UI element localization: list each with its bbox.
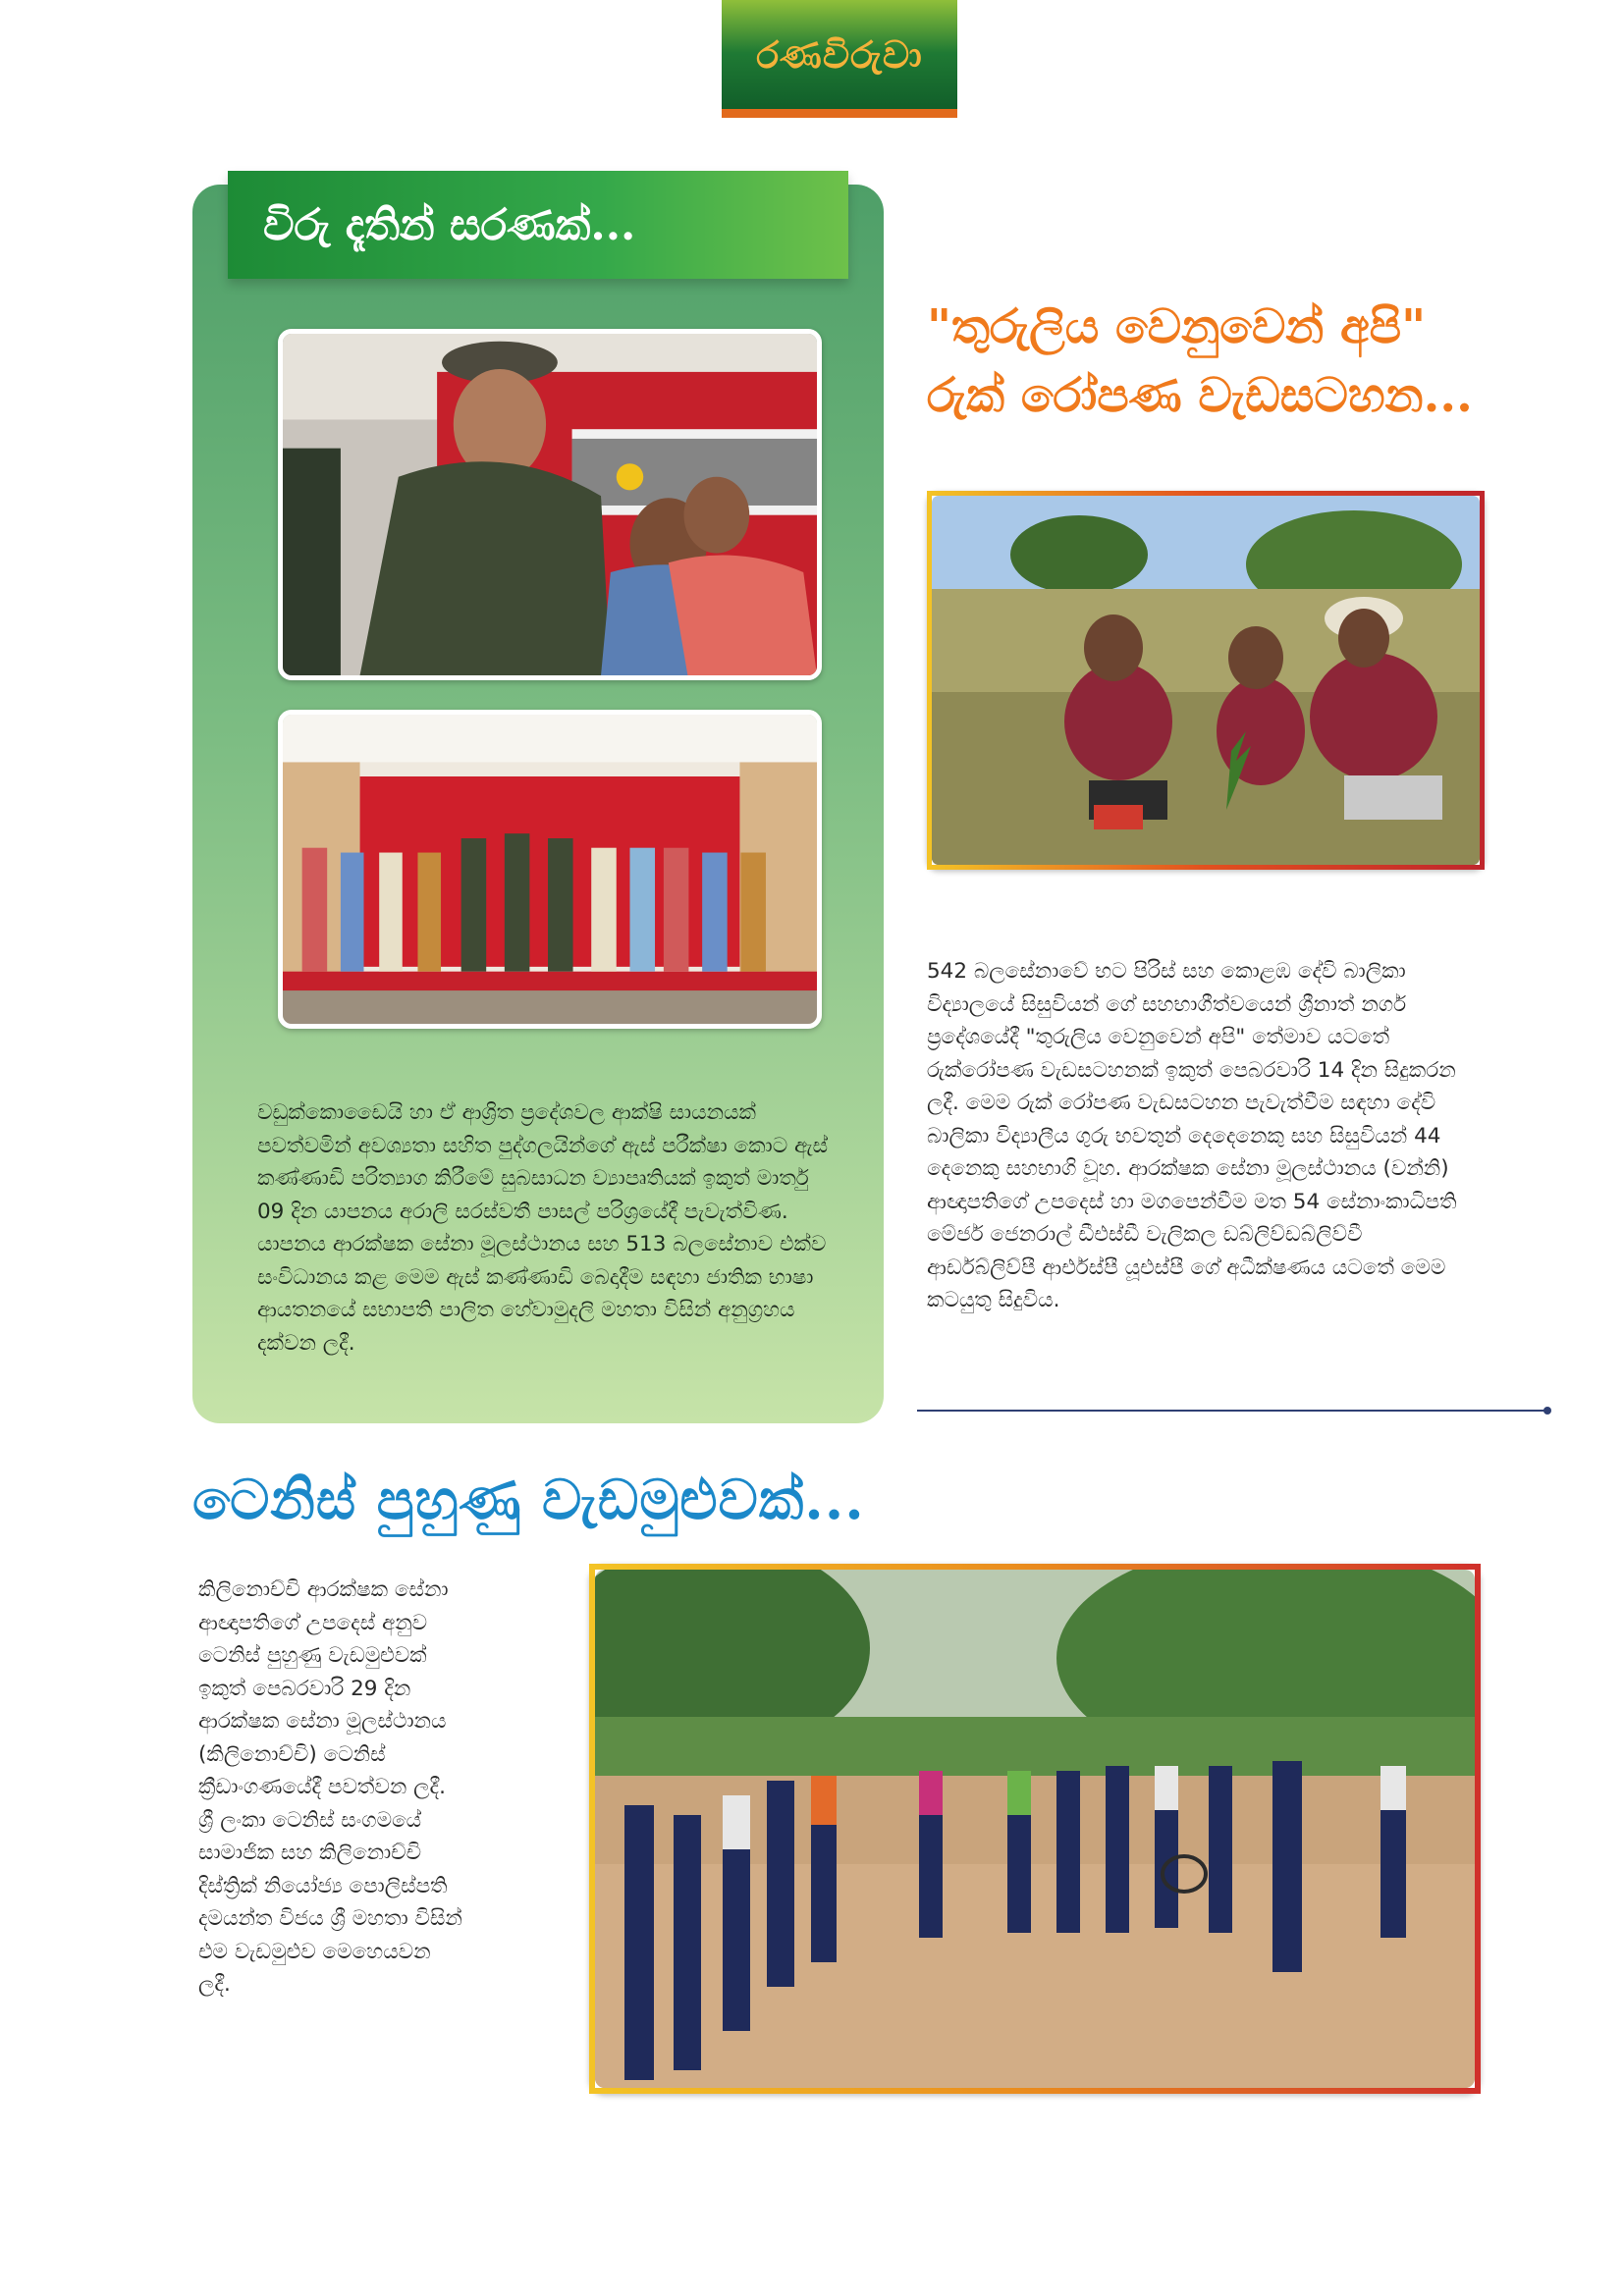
tennis-article-heading: ටෙනිස් පුහුණු වැඩමුළුවක්... [192, 1468, 865, 1532]
tree-planting-photo [927, 491, 1485, 870]
eye-clinic-photo-1 [278, 329, 822, 680]
tree-article-heading-line2: රුක් රෝපණ වැඩසටහන... [927, 368, 1473, 423]
eye-article-body: වඩුක්කොඩෛයි හා ඒ ආශ්‍රිත ප්‍රදේශවල ආක්ෂි සායනයක් පවත්වමින් අවශ්‍යතා සහිත පුද්ගලයින්ගේ ඇස් පරීක්ෂා කොට ඇස් කණ්ණාඩි පරිත්‍යාග කිරීමේ සුබසාධන ව්‍යාපෘතියක් ඉකුත් මාර්තු 09 දින යාපනය අරාලි සරස්වතී පාසල් පරිශ්‍රයේදී පැවැත්විණ. යාපනය ආරක්ෂක සේනා මූලස්ථානය සහ 513 බලසේනාව එක්ව සංවිධානය කළ මෙම ඇස් කණ්ණාඩි බෙදාදීම සඳහා ජාතික භාෂා ආයතනයේ සභාපති පාලිත හේවාමුදලි මහතා විසින් අනුග්‍රහය දක්වන ලදී. [257, 1100, 829, 1356]
tree-article-heading-line1: "තුරුලිය වෙනුවෙන් අපි" [927, 299, 1427, 354]
eye-article-heading-box [228, 171, 848, 279]
tree-article-heading [927, 293, 1555, 430]
tree-article-body: 542 බලසේනාවේ භට පිරිස් සහ කොළඹ දේවි බාලිකා විද්‍යාලයේ සිසුවියන් ගේ සහභාගීත්වයෙන් ශ්‍රීනාත් නගර් ප්‍රදේශයේදී "තුරුලිය වෙනුවෙන් අපි" තේමාව යටතේ රුක්රෝපණ වැඩසටහනක් ඉකුත් පෙබරවාරි 14 දින සිදුකරන ලදී. මෙම රුක් රෝපණ වැඩසටහන පැවැත්වීම සඳහා දේවි බාලිකා විද්‍යාලීය ගුරු භවතුන් දෙදෙනෙකු සහ සිසුවියන් 44 දෙනෙකු සහභාගි වූහ. ආරක්ෂක සේනා මූලස්ථානය (වන්නි) ආඥාපතිගේ උපදෙස් හා මගපෙන්වීම මත 54 සේනාංකාධිපති මේජර් ජෙනරාල් ඩීඑස්ඩී වැලිකල ඩබ්ලිව්ඩබ්ලිව්වී ආර්ඩබ්ලිව්පී ආර්එස්පී යූඑස්පී ගේ අධීක්ෂණය යටතේ මෙම කටයුතු සිදුවිය. [927, 959, 1457, 1312]
eye-clinic-photo-2 [278, 710, 822, 1029]
eye-article-heading: විරු දෑතින් සරණක්... [263, 199, 636, 250]
tennis-workshop-photo [589, 1564, 1481, 2094]
tennis-article-body: කිලිනොච්චි ආරක්ෂක සේනා ආඥාපතිගේ උපදෙස් අනුව ටෙනිස් පුහුණු වැඩමුළුවක් ඉකුත් පෙබරවාරි 29 දින ආරක්ෂක සේනා මූලස්ථානය (කිලිනොච්චි) ටෙනිස් ක්‍රීඩාංගණයේදී පවත්වන ලදී. ශ්‍රී ලංකා ටෙනිස් සංගමයේ සාමාජික සහ කිලිනොච්චි දිස්ත්‍රික් නියෝජ්‍ය පොලිස්පති දමයන්ත විජය ශ්‍රී මහතා විසින් එම වැඩමුළුව මෙහෙයවන ලදී. [198, 1577, 462, 1997]
masthead-title: රණවිරුවා [756, 32, 923, 77]
section-divider [917, 1410, 1547, 1412]
masthead [722, 0, 957, 118]
